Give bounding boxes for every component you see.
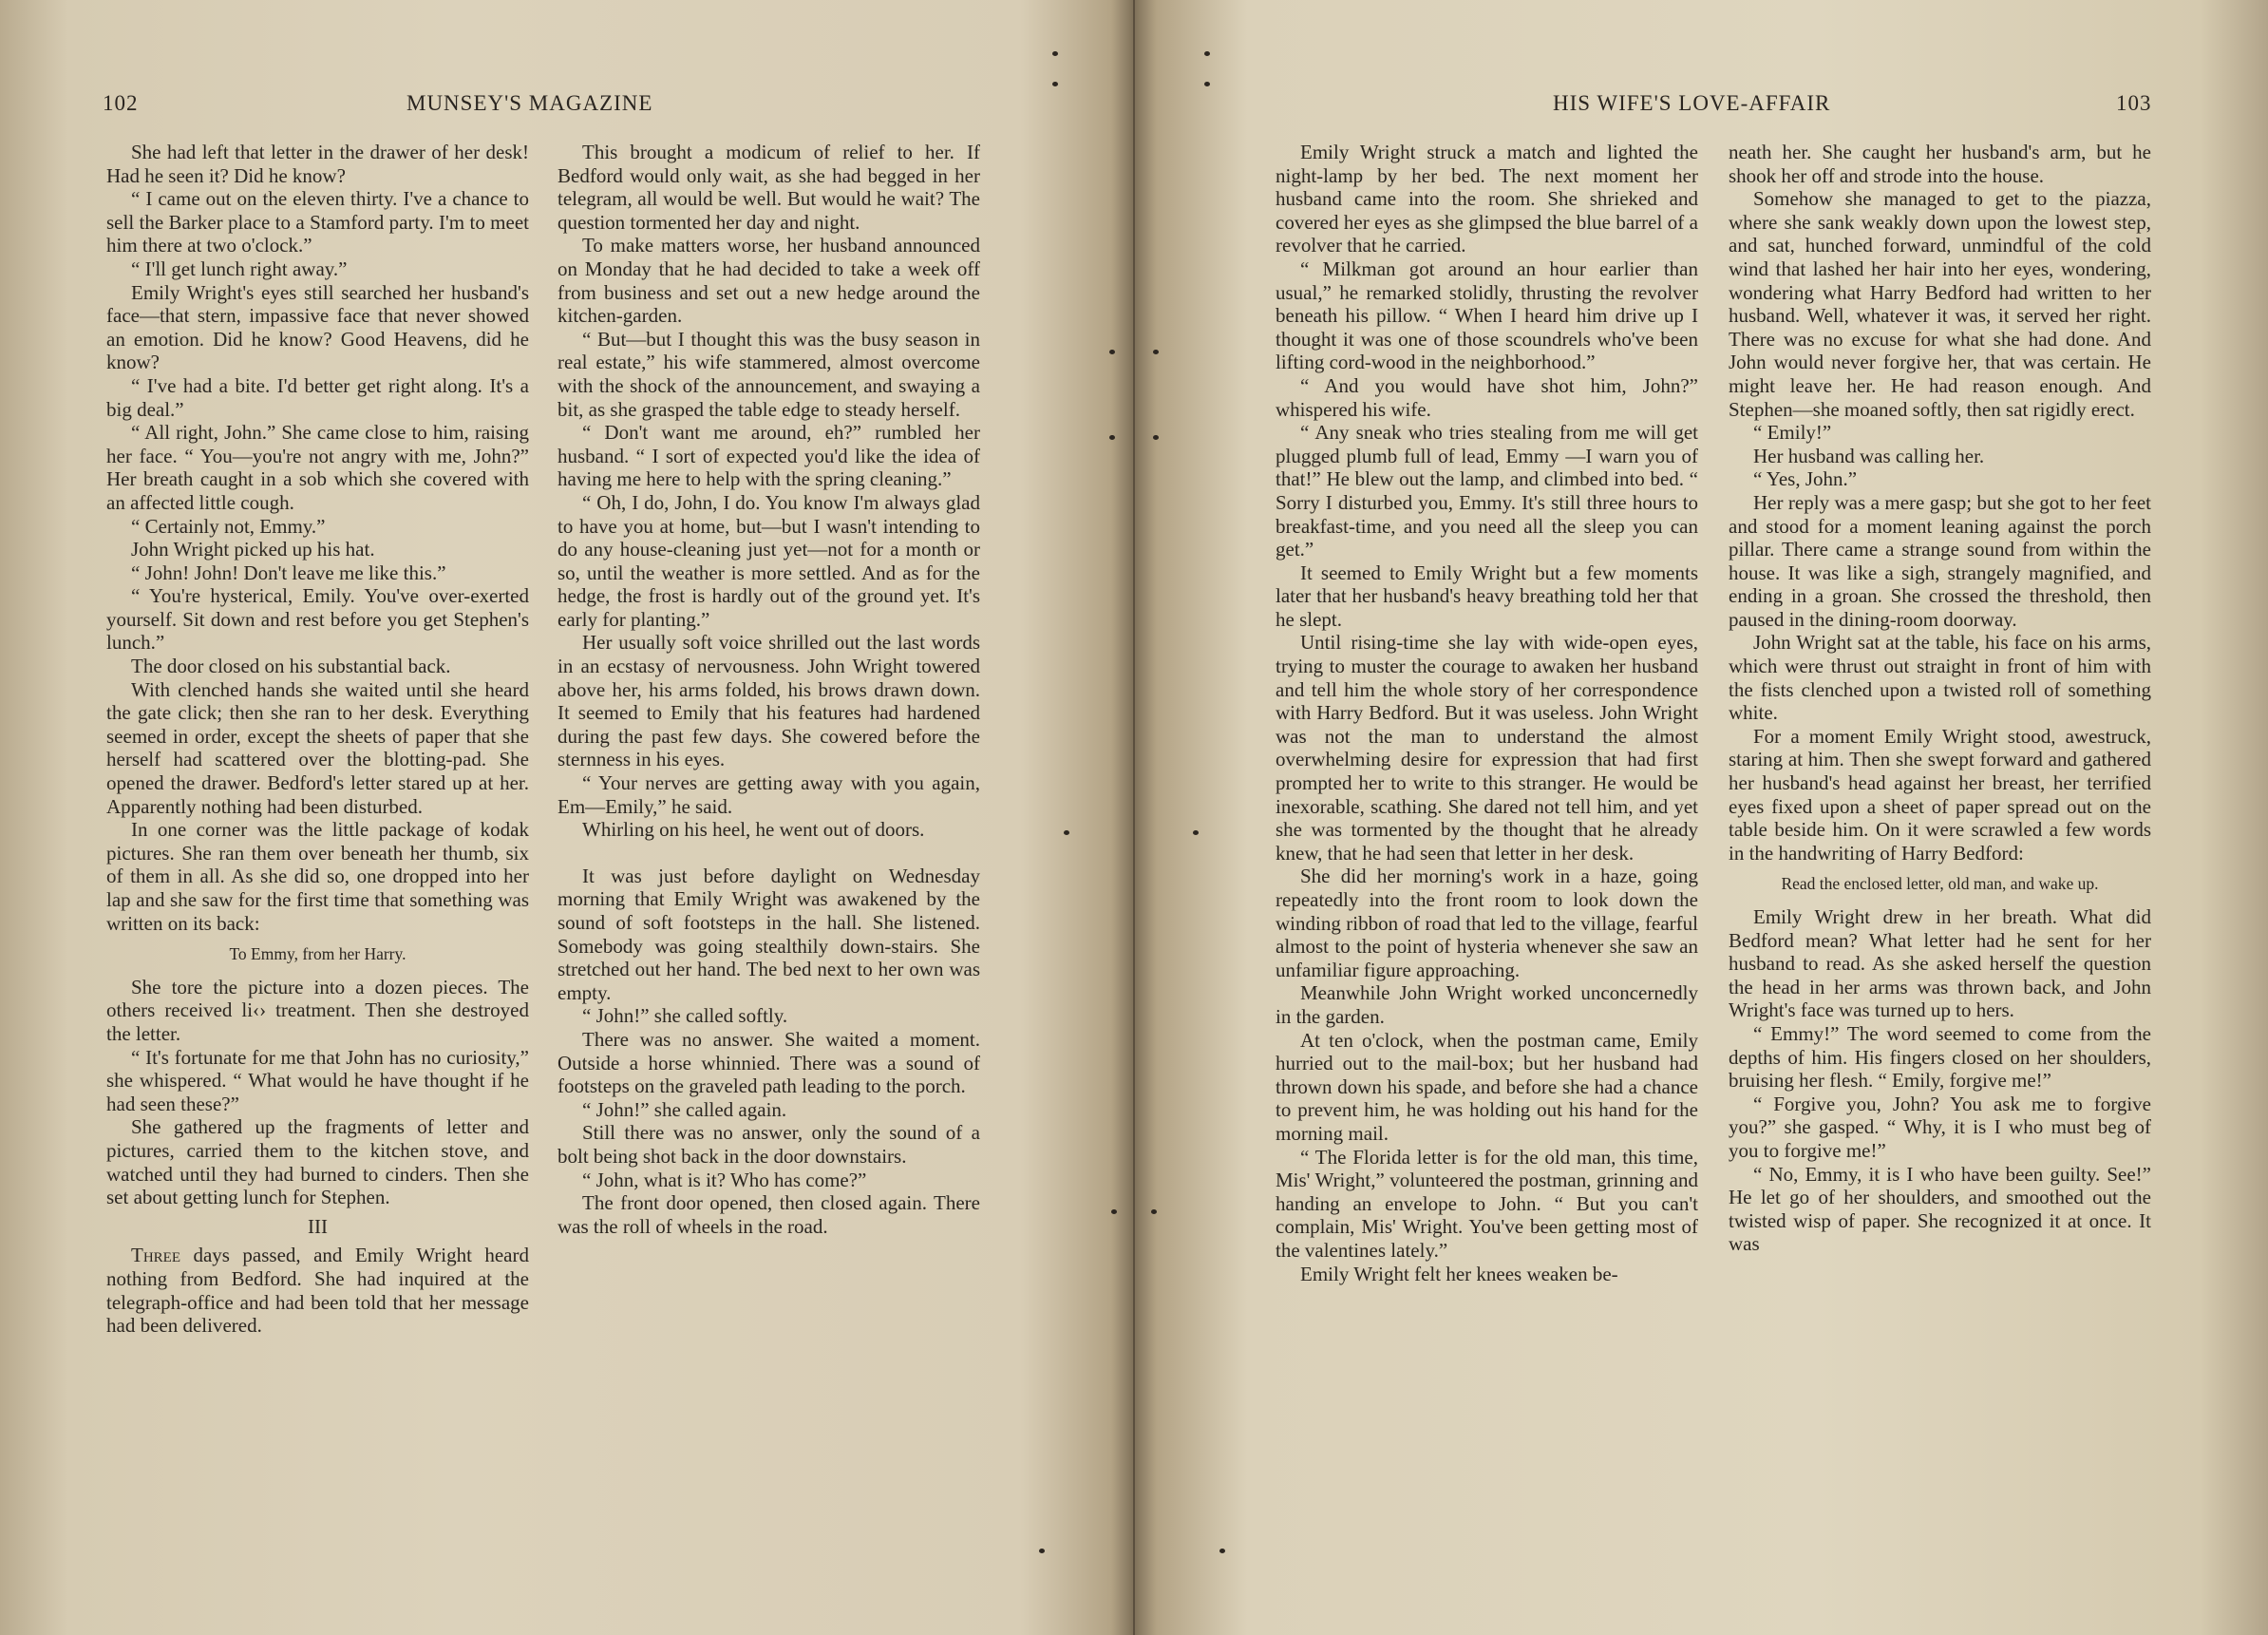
left-column-1 [106, 141, 529, 1338]
binding-hole-mark [1109, 350, 1115, 354]
paragraph: “ John, what is it? Who has come?” [582, 1168, 867, 1191]
paragraph: Meanwhile John Wright worked unconcernedly in the garden. [1276, 981, 1698, 1028]
binding-hole-mark [1204, 82, 1210, 86]
paragraph: “ Your nerves are getting away with you again, Em—Emily,” he said. [558, 771, 980, 818]
paragraph: “ You're hysterical, Emily. You've over-exerted yourself. Sit down and rest before you get Stephen's lunch.” [106, 584, 529, 655]
paragraph: This brought a modicum of relief to her. If Bedford would only wait, as she had begged in her telegram, all would be well. But would he wait? The question tormented her day and night. [558, 141, 980, 234]
paragraph: “ Oh, I do, John, I do. You know I'm always glad to have you at home, but—but I wasn't intending to do any house-cleaning just yet—not for a month or so, until the weather is more settled. And as for the hedge, the frost is hardly out of the ground yet. It's early for planting.” [558, 490, 980, 631]
binding-hole-mark [1064, 830, 1069, 835]
paragraph: It was just before daylight on Wednesday morning that Emily Wright was awakened by the sound of soft footsteps in the hall. She listened. Somebody was going stealthily down-stairs. She stretched out her hand. The bed next to her own was empty. [558, 864, 980, 1004]
paragraph: To make matters worse, her husband announced on Monday that he had decided to take a week off from business and set out a new hedge around the kitchen-garden. [558, 234, 980, 328]
paragraph: Until rising-time she lay with wide-open eyes, trying to muster the courage to awaken her husband and tell him the whole story of her correspondence with Harry Bedford. But it was useless. John Wright was not the man to understand the almost overwhelming desire for expression that had first prompted her to write to this stranger. He would be inexorable, scathing. She dared not tell him, and yet she was tormented by the thought that he already knew, that he had seen that letter in her desk. [1276, 631, 1698, 865]
page-number-right: 103 [2116, 91, 2152, 115]
left-column-2 [558, 141, 980, 1238]
binding-hole-mark [1052, 82, 1058, 86]
book-gutter [1133, 0, 1135, 1635]
paragraph: “ Certainly not, Emmy.” [131, 514, 326, 538]
paragraph: “ Forgive you, John? You ask me to forgive you?” she gasped. “ Why, it is I who must beg of you to forgive me!” [1729, 1092, 2151, 1162]
right-page [1138, 0, 2268, 1635]
page-number-left: 102 [103, 91, 139, 115]
running-title-right: HIS WIFE'S LOVE-AFFAIR [1553, 91, 1831, 115]
paragraph: “ But—but I thought this was the busy season in real estate,” his wife stammered, almost overcome with the shock of the announcement, and swaying a bit, as she grasped the table edge to steady herself. [558, 327, 980, 421]
photo-inscription: To Emmy, from her Harry. [229, 944, 406, 964]
paragraph: “ John! John! Don't leave me like this.” [131, 561, 446, 584]
paragraph: She had left that letter in the drawer of her desk! Had he seen it? Did he know? [106, 141, 529, 187]
paragraph: She did her morning's work in a haze, going repeatedly into the front room to look down the winding ribbon of road that led to the village, fearful almost to the point of hysteria whenever she saw an unfamiliar figure approaching. [1276, 865, 1698, 981]
paragraph-continued: neath her. She caught her husband's arm, but he shook her off and strode into the house. [1729, 141, 2151, 187]
paragraph: She gathered up the fragments of letter and pictures, carried them to the kitchen stove, and watched until they had burned to cinders. Then she set about getting lunch for Stephen. [106, 1115, 529, 1209]
paragraph: John Wright sat at the table, his face on his arms, which were thrust out straight in front of him with the fists clenched upon a twisted roll of something white. [1729, 631, 2151, 725]
paragraph: At ten o'clock, when the postman came, Emily hurried out to the mail-box; but her husband had thrown down his spade, and before she had a chance to prevent him, he was holding out his hand for the morning mail. [1276, 1028, 1698, 1145]
paragraph: Whirling on his heel, he went out of doors. [582, 818, 925, 842]
left-page [0, 0, 1130, 1635]
section-opening-paragraph [106, 1244, 529, 1337]
right-column-2 [1729, 141, 2151, 1256]
paragraph: For a moment Emily Wright stood, awestruck, staring at him. Then she swept forward and gathered her husband's head against her breast, her terrified eyes fixed upon a sheet of paper spread out on the table beside him. On it were scrawled a few words in the handwriting of Harry Bedford: [1729, 724, 2151, 865]
binding-hole-mark [1153, 350, 1159, 354]
paragraph: The front door opened, then closed again. There was the roll of wheels in the road. [558, 1191, 980, 1238]
paragraph: “ Don't want me around, eh?” rumbled her husband. “ I sort of expected you'd like the idea of having me here to help with the spring cleaning.” [558, 421, 980, 491]
binding-hole-mark [1151, 1209, 1157, 1214]
paragraph: Her reply was a mere gasp; but she got to her feet and stood for a moment leaning against the porch pillar. There came a strange sound from within the house. It was like a sigh, strangely magnified, and ending in a groan. She crossed the threshold, then paused in the dining-room doorway. [1729, 490, 2151, 631]
paragraph: “ All right, John.” She came close to him, raising her face. “ You—you're not angry with me, John?” Her breath caught in a sob which she covered with an affected little cough. [106, 421, 529, 514]
paragraph: “ And you would have shot him, John?” whispered his wife. [1276, 373, 1698, 421]
paragraph: “ John!” she called again. [582, 1097, 787, 1121]
paragraph: “ The Florida letter is for the old man, this time, Mis' Wright,” volunteered the postman, grinning and handing an envelope to John. “ But you can't complain, Mis' Wright. You've been getting most of the valentines lately.” [1276, 1145, 1698, 1262]
paragraph: “ Milkman got around an hour earlier than usual,” he remarked stolidly, thrusting the revolver beneath his pillow. “ When I heard him drive up I thought it was one of those scoundrels who've been lifting cord-wood in the neighborhood.” [1276, 257, 1698, 374]
paragraph: In one corner was the little package of kodak pictures. She ran them over beneath her thumb, six of them in all. As she did so, one dropped into her lap and she saw for the first time that something was written on its back: [106, 818, 529, 935]
paragraph: There was no answer. She waited a moment. Outside a horse whinnied. There was a sound of footsteps on the graveled path leading to the porch. [558, 1027, 980, 1098]
section-number: III [308, 1214, 328, 1238]
binding-hole-mark [1204, 51, 1210, 56]
paragraph: It seemed to Emily Wright but a few moments later that her husband's heavy breathing told her that he slept. [1276, 561, 1698, 631]
paragraph: Emily Wright felt her knees weaken be- [1300, 1262, 1618, 1285]
drop-word: Three [131, 1244, 180, 1267]
paragraph: Emily Wright's eyes still searched her husband's face—that stern, impassive face that never showed an emotion. Did he know? Good Heavens, did he know? [106, 280, 529, 374]
paragraph: Her husband was calling her. [1753, 444, 1985, 467]
paragraph: “ John!” she called softly. [582, 1004, 788, 1028]
binding-hole-mark [1052, 51, 1058, 56]
paragraph: The door closed on his substantial back. [131, 655, 451, 678]
paragraph: “ No, Emmy, it is I who have been guilty. See!” He let go of her shoulders, and smoothed out the twisted wisp of paper. She recognized it at once. It was [1729, 1162, 2151, 1256]
paragraph: Still there was no answer, only the sound of a bolt being shot back in the door downstairs. [558, 1121, 980, 1168]
paragraph: “ Yes, John.” [1753, 467, 1858, 491]
binding-hole-mark [1111, 1209, 1117, 1214]
paragraph: “ Emmy!” The word seemed to come from the depths of him. His fingers closed on her shoulders, bruising her flesh. “ Emily, forgive me!” [1729, 1021, 2151, 1093]
binding-hole-mark [1109, 435, 1115, 440]
paragraph: “ I'll get lunch right away.” [131, 257, 348, 280]
paragraph: With clenched hands she waited until she heard the gate click; then she ran to her desk. Everything seemed in order, except the sheets of paper that she herself had scattered over the blotting-pad. She opened the drawer. Bedford's letter stared up at her. Apparently nothing had been disturbed. [106, 677, 529, 818]
paragraph: John Wright picked up his hat. [131, 538, 375, 561]
binding-hole-mark [1219, 1549, 1225, 1553]
paragraph: “ It's fortunate for me that John has no curiosity,” she whispered. “ What would he have thought if he had seen these?” [106, 1045, 529, 1115]
note-inscription: Read the enclosed letter, old man, and wake up. [1781, 874, 2099, 894]
paragraph: Emily Wright struck a match and lighted the night-lamp by her bed. The next moment her husband came into the room. She shrieked and covered her eyes as she glimpsed the blue barrel of a revolver that he carried. [1276, 141, 1698, 257]
paragraph: Her usually soft voice shrilled out the last words in an ecstasy of nervousness. John Wright towered above her, his arms folded, his brows drawn down. It seemed to Emily that his features had hardened during the past few days. She cowered before the sternness in his eyes. [558, 631, 980, 771]
paragraph: “ Any sneak who tries stealing from me will get plugged plumb full of lead, Emmy —I warn you of that!” He blew out the lamp, and climbed into bed. “ Sorry I disturbed you, Emmy. It's still three hours to breakfast-time, and you need all the sleep you can get.” [1276, 421, 1698, 561]
paragraph: Emily Wright drew in her breath. What did Bedford mean? What letter had he sent for her husband to read. As she asked herself the question the head in her arms was thrown back, and John Wright's face was turned up to hers. [1729, 905, 2151, 1022]
right-column-1 [1276, 141, 1698, 1285]
binding-hole-mark [1039, 1549, 1045, 1553]
running-title-left: MUNSEY'S MAGAZINE [406, 91, 653, 115]
opening-text: days passed, and Emily Wright heard nothing from Bedford. She had inquired at the telegraph-office and had been told that her message had been delivered. [106, 1244, 529, 1338]
paragraph: “ I came out on the eleven thirty. I've a chance to sell the Barker place to a Stamford party. I'm to meet him there at two o'clock.” [106, 187, 529, 257]
paragraph: Somehow she managed to get to the piazza, where she sank weakly down upon the lowest step, and sat, hunched forward, unmindful of the cold wind that lashed her hair into her eyes, wondering, wondering what Harry Bedford had written to her husband. Well, whatever it was, it served her right. There was no excuse for what she had done. And John would never forgive her, that was certain. He might leave her. He had reason enough. And Stephen—she moaned softly, then sat rigidly erect. [1729, 187, 2151, 421]
paragraph: She tore the picture into a dozen pieces. The others received li‹› treatment. Then she destroyed the letter. [106, 975, 529, 1045]
binding-hole-mark [1153, 435, 1159, 440]
paragraph: “ I've had a bite. I'd better get right along. It's a big deal.” [106, 373, 529, 421]
paragraph: “ Emily!” [1753, 421, 1832, 445]
binding-hole-mark [1193, 830, 1199, 835]
